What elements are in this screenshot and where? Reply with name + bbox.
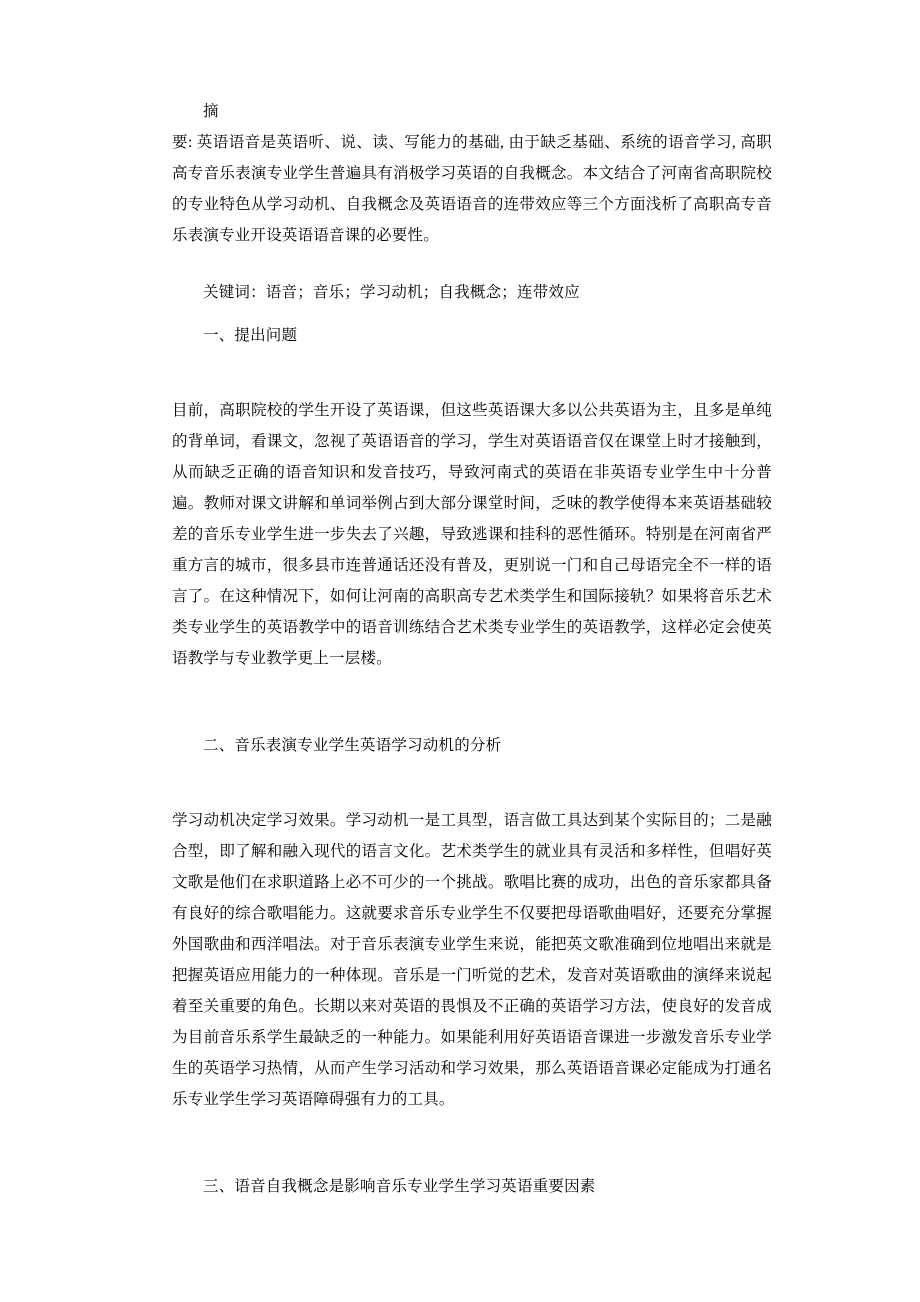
abstract-label: 摘 — [203, 103, 219, 120]
spacer — [172, 674, 772, 730]
spacer — [172, 251, 772, 277]
section-heading-1: 一、提出问题 — [203, 327, 298, 344]
keywords-line: 关键词：语音；音乐；学习动机；自我概念；连带效应 — [203, 284, 580, 301]
section-heading-3: 三、语音自我概念是影响音乐专业学生学习英语重要因素 — [203, 1178, 596, 1195]
spacer — [172, 761, 772, 805]
section-paragraph-2: 学习动机决定学习效果。学习动机一是工具型，语言做工具达到某个实际目的；二是融合型，即了解和融入现代的语言文化。艺术类学生的就业具有灵活和多样性，但唱好英文歌是他们在求职道路上必不可少的一个挑战。歌唱比赛的成功，出色的音乐家都具备有良好的综合歌唱能力。这就要求音乐专业学生不仅要把母语歌曲唱好，还要充分掌握外国歌曲和西洋唱法。对于音乐表演专业学生来说，能把英文歌准确到位地唱出来就是把握英语应用能力的一种体现。音乐是一门听觉的艺术，发音对英语歌曲的演绎来说起着至关重要的角色。长期以来对英语的畏惧及不正确的英语学习方法，使良好的发音成为目前音乐系学生最缺乏的一种能力。如果能利用好英语语音课进一步激发音乐专业学生的英语学习热情，从而产生学习活动和学习效果，那么英语语音课必定能成为打通名乐专业学生学习英语障碍强有力的工具。 — [172, 812, 772, 1108]
spacer — [172, 1115, 772, 1171]
spacer — [172, 351, 772, 395]
spacer — [172, 308, 772, 320]
document-body — [172, 96, 772, 1202]
abstract-body: 要: 英语语音是英语听、说、读、写能力的基础, 由于缺乏基础、系统的语音学习, 高职高专音乐表演专业学生普遍具有消极学习英语的自我概念。本文结合了河南省高职院校的专业特色从学习动机、自我概念及英语语音的连带效应等三个方面浅析了高职高专音乐表演专业开设英语语音课的必要性。 — [172, 134, 772, 244]
section-heading-2: 二、音乐表演专业学生英语学习动机的分析 — [203, 737, 502, 754]
section-paragraph-1: 目前，高职院校的学生开设了英语课，但这些英语课大多以公共英语为主，且多是单纯的背单词，看课文，忽视了英语语音的学习，学生对英语语音仅在课堂上时才接触到，从而缺乏正确的语音知识和发音技巧，导致河南式的英语在非英语专业学生中十分普遍。教师对课文讲解和单词举例占到大部分课堂时间，乏味的教学使得本来英语基础较差的音乐专业学生进一步失去了兴趣，导致逃课和挂科的恶性循环。特别是在河南省严重方言的城市，很多县市连普通话还没有普及，更别说一门和自己母语完全不一样的语言了。在这种情况下，如何让河南的高职高专艺术类学生和国际接轨？如果将音乐艺术类专业学生的英语教学中的语音训练结合艺术类专业学生的英语教学，这样必定会使英语教学与专业教学更上一层楼。 — [172, 402, 772, 667]
